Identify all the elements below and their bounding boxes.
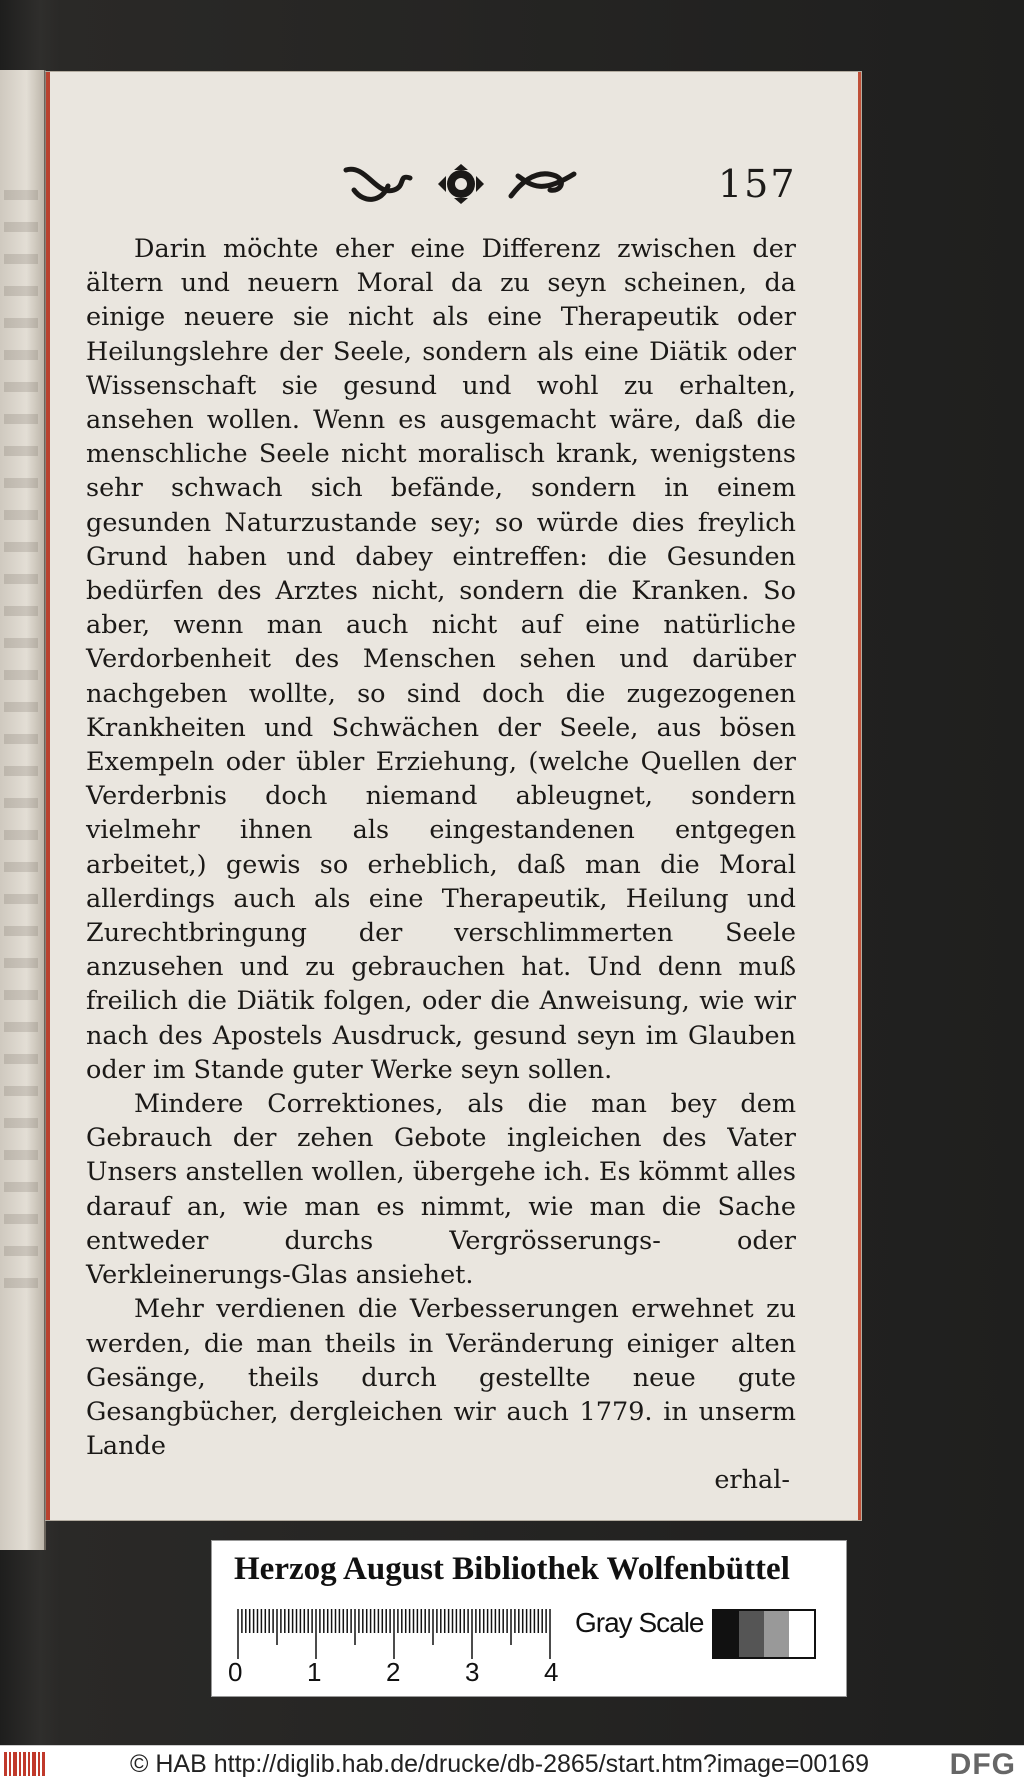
ruler-label: 1 [307,1657,322,1687]
copyright-url[interactable]: © HAB http://diglib.hab.de/drucke/db-2865/start.htm?image=00169 [130,1750,870,1778]
library-name: Herzog August Bibliothek Wolfenbüttel [234,1551,790,1587]
bleed-through [4,190,38,1310]
book-page [46,72,861,1520]
barcode-icon [4,1752,46,1776]
body-text [86,232,796,1498]
catchword: erhal- [714,1465,790,1496]
paragraph: Darin möchte eher eine Differenz zwischen der ältern und neuern Moral da zu seyn scheinen, da einige neuere sie nicht als eine Therapeutik oder Heilungslehre der Seele, sondern als eine Diätik oder Wissenschaft sie gesund und wohl zu erhalten, ansehen wollen. Wenn es ausgemacht wäre, daß die menschliche Seele nicht moralisch krank, wenigstens sehr schwach sich befände, sondern in einem gesunden Naturzustande sey; so würde dies freylich Grund haben und dabey eintreffen: die Gesunden bedürfen des Arztes nicht, sondern die Kranken. So aber, wenn man auch nicht auf eine natürliche Verdorbenheit des Menschen sehen und darüber nachgeben wollte, so sind doch die zugezogenen Krankheiten und Schwächen der Seele, aus bösen Exempeln oder übler Erziehung, (welche Quellen der Verderbnis doch niemand ableugnet, sondern vielmehr ihnen als eingestandenen entgegen arbeitet,) gewis so erheblich, daß man die Moral allerdings auch als eine Therapeutik, Heilung und Zurechtbringung der verschlimmerten Seele anzusehen und zu gebrauchen hat. Und denn muß freilich die Diätik folgen, oder die Anweisung, wie wir nach des Apostels Ausdruck, gesund seyn im Glauben oder im Stande guter Werke seyn sollen. [86,234,796,1085]
ruler-label: 2 [386,1657,401,1687]
previous-page-edge [0,70,46,1550]
gray-scale-swatches [712,1609,816,1659]
ruler-scale [234,1607,554,1663]
gray-scale-label: Gray Scale [575,1607,704,1638]
gray-swatch [739,1611,764,1657]
ruler-label: 0 [228,1657,243,1687]
gray-swatch [789,1611,814,1657]
ruler-label: 4 [544,1657,559,1687]
footer-bar [0,1745,1024,1782]
paragraph: Mehr verdienen die Verbesserungen erwehnet zu werden, die man theils in Veränderung einiger alten Gesänge, theils durch gestellte neue gute Gesangbücher, dergleichen wir auch 1779. in unserm Lande [86,1294,796,1462]
paragraph: Mindere Correktiones, als die man bey dem Gebrauch der zehen Gebote ingleichen des Vater Unsers anstellen wollen, übergehe ich. Es kömmt alles darauf an, wie man es nimmt, wie man die Sache entweder durchs Vergrösserungs- oder Verkleinerungs-Glas ansiehet. [86,1089,796,1291]
gray-swatch [764,1611,789,1657]
dfg-logo: DFG [949,1748,1016,1781]
ruler-label: 3 [465,1657,480,1687]
ornament-icon [336,156,586,212]
library-label-card [211,1540,847,1697]
gray-swatch [714,1611,739,1657]
page-number: 157 [718,162,797,206]
